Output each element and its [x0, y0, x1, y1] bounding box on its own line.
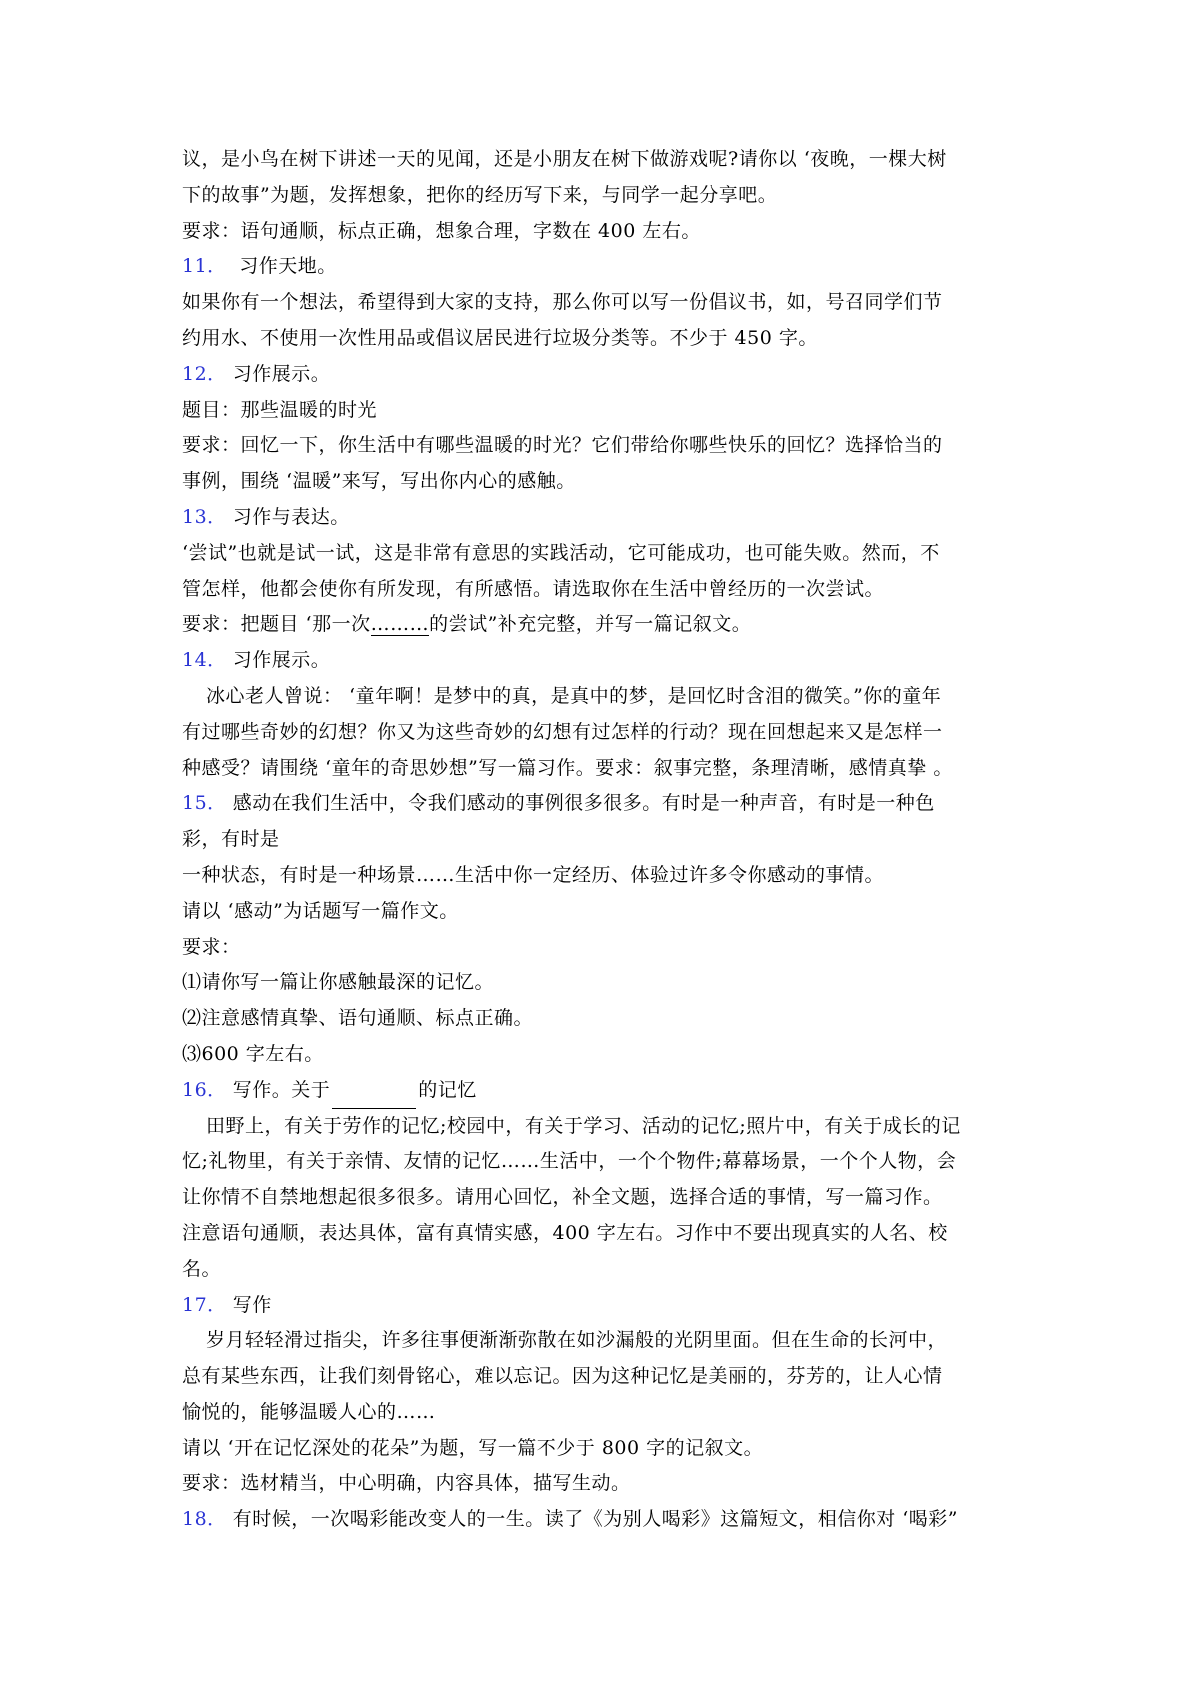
text-line — [182, 607, 1022, 643]
question-title: 习作天地。 — [232, 255, 337, 278]
question-title: 习作展示。 — [232, 649, 331, 672]
text-line: 注意语句通顺，表达具体，富有真情实感，400 字左右。习作中不要出现真实的人名、校 — [182, 1221, 948, 1244]
text-line: 请以 ‘开在记忆深处的花朵”为题，写一篇不少于 800 字的记叙文。 — [182, 1436, 764, 1459]
text-line: 名。 — [182, 1257, 222, 1280]
text-line: 管怎样，他都会使你有所发现，有所感悟。请选取你在生活中曾经历的一次尝试。 — [182, 577, 885, 600]
text-line: 下的故事”为题，发挥想象，把你的经历写下来，与同学一起分享吧。 — [182, 183, 778, 206]
fill-in-dots: ……… — [370, 613, 430, 636]
question-number: 14． — [182, 649, 227, 672]
question-number: 11． — [182, 255, 227, 278]
question-heading — [182, 643, 1022, 679]
text-line: 岁月轻轻滑过指尖，许多往事便渐渐弥散在如沙漏般的光阴里面。但在生命的长河中， — [206, 1329, 948, 1352]
question-title-suffix: 的记忆 — [418, 1078, 477, 1101]
question-heading — [182, 786, 1022, 822]
text-line: 请以 ‘感动”为话题写一篇作文。 — [182, 899, 459, 922]
text-line: 如果你有一个想法，希望得到大家的支持，那么你可以写一份倡议书，如，号召同学们节 — [182, 291, 943, 314]
text-line: 种感受？请围绕 ‘童年的奇思妙想”写一篇习作。要求：叙事完整，条理清晰，感情真挚 。 — [182, 756, 953, 779]
question-title: 写作。关于 — [232, 1078, 331, 1101]
text-line: 题目：那些温暖的时光 — [182, 398, 378, 421]
question-heading — [182, 249, 1022, 285]
question-heading — [182, 1502, 1022, 1538]
question-number: 17． — [182, 1293, 227, 1316]
text-line: 愉悦的，能够温暖人心的…… — [182, 1400, 436, 1423]
question-heading — [182, 1073, 1022, 1109]
text-line: 要求： — [182, 935, 241, 958]
question-title: 习作展示。 — [232, 362, 331, 385]
text-line: 约用水、不使用一次性用品或倡议居民进行垃圾分类等。不少于 450 字。 — [182, 326, 818, 349]
text-line: 总有某些东西，让我们刻骨铭心，难以忘记。因为这种记忆是美丽的，芬芳的，让人心情 — [182, 1365, 943, 1388]
question-number: 13． — [182, 505, 227, 528]
question-number: 18． — [182, 1508, 227, 1531]
text-line: 要求：回忆一下，你生活中有哪些温暖的时光？它们带给你哪些快乐的回忆？选择恰当的 — [182, 434, 943, 457]
text-line: 彩，有时是 — [182, 828, 280, 851]
text-line: ⑵注意感情真挚、语句通顺、标点正确。 — [182, 1007, 534, 1030]
question-number: 12． — [182, 362, 227, 385]
text-line: 让你情不自禁地想起很多很多。请用心回忆，补全文题，选择合适的事情，写一篇习作。 — [182, 1186, 943, 1209]
text-fragment: 要求：把题目 ‘那一次 — [182, 613, 371, 636]
text-line: ⑶600 字左右。 — [182, 1042, 324, 1065]
text-line: 议，是小鸟在树下讲述一天的见闻，还是小朋友在树下做游戏呢?请你以 ‘夜晚，一棵大树 — [182, 148, 947, 170]
question-number: 15． — [182, 792, 227, 815]
text-line: 田野上，有关于劳作的记忆;校园中，有关于学习、活动的记忆;照片中，有关于成长的记 — [206, 1114, 961, 1137]
text-line: 忆;礼物里，有关于亲情、友情的记忆……生活中，一个个物件;幕幕场景，一个个人物，会 — [182, 1150, 957, 1173]
question-heading — [182, 1288, 1022, 1324]
question-title: 有时候，一次喝彩能改变人的一生。读了《为别人喝彩》这篇短文，相信你对 ‘喝彩” — [232, 1508, 958, 1531]
text-line: ⑴请你写一篇让你感触最深的记忆。 — [182, 971, 495, 994]
text-line: 事例，围绕 ‘温暖”来写，写出你内心的感触。 — [182, 470, 576, 493]
question-title: 习作与表达。 — [232, 505, 350, 528]
question-heading — [182, 500, 1022, 536]
document-body — [182, 142, 1022, 1538]
question-number: 16． — [182, 1078, 227, 1101]
text-line: ‘尝试”也就是试一试，这是非常有意思的实践活动，它可能成功，也可能失败。然而，不 — [182, 541, 940, 564]
text-line: 一种状态，有时是一种场景……生活中你一定经历、体验过许多令你感动的事情。 — [182, 863, 885, 886]
text-line: 要求：选材精当，中心明确，内容具体，描写生动。 — [182, 1472, 631, 1495]
fill-in-blank — [332, 1088, 416, 1109]
text-line: 有过哪些奇妙的幻想？你又为这些奇妙的幻想有过怎样的行动？现在回想起来又是怎样一 — [182, 720, 943, 743]
text-line: 要求：语句通顺，标点正确，想象合理，字数在 400 左右。 — [182, 219, 701, 242]
question-title: 感动在我们生活中，令我们感动的事例很多很多。有时是一种声音，有时是一种色 — [232, 792, 935, 815]
question-title: 写作 — [232, 1293, 272, 1316]
text-line: 冰心老人曾说： ‘童年啊！是梦中的真，是真中的梦，是回忆时含泪的微笑。”你的童年 — [206, 684, 942, 707]
question-heading — [182, 357, 1022, 393]
text-fragment: 的尝试”补充完整，并写一篇记叙文。 — [429, 613, 752, 636]
